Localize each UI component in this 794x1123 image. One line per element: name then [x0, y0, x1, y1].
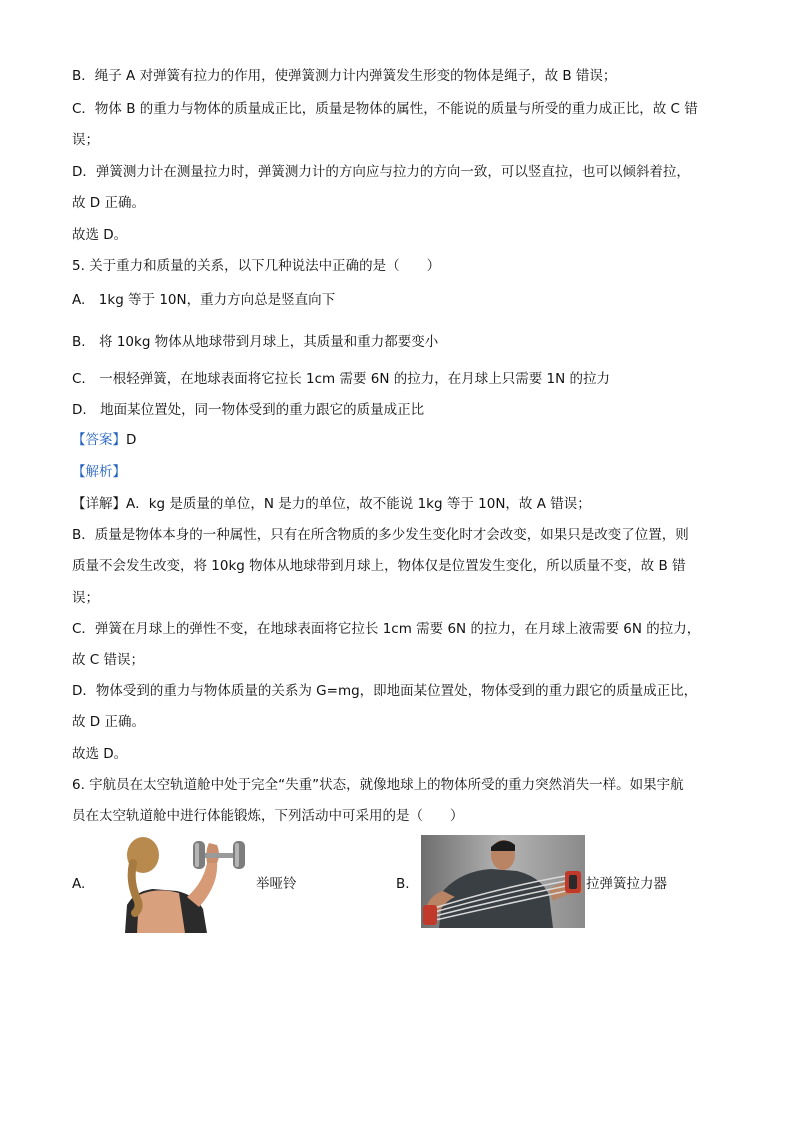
q5-option-b: B. 将 10kg 物体从地球带到月球上，其质量和重力都要变小: [72, 334, 439, 350]
q5-detail-line1: [72, 495, 591, 513]
q6-option-b-letter: B.: [396, 876, 410, 892]
q6-option-a-letter: A.: [72, 876, 86, 892]
spring-expander-photo: [421, 835, 585, 928]
q6-option-a-label: 举哑铃: [256, 876, 297, 892]
q5-option-c: C. 一根轻弹簧，在地球表面将它拉长 1cm 需要 6N 的拉力，在月球上只需要 1N 的拉力: [72, 371, 611, 387]
q5-option-d: D. 地面某位置处，同一物体受到的重力跟它的质量成正比: [72, 402, 425, 418]
q5-analysis-heading: [72, 463, 126, 481]
prev-option-d-analysis-line2: 故 D 正确。: [72, 195, 145, 211]
spring-expander-illustration: [421, 835, 585, 928]
q5-detail-line3: 质量不会发生改变，将 10kg 物体从地球带到月球上，物体仅是位置发生变化，所以质量不变，故 B 错: [72, 558, 686, 574]
answer-tag: 【答案】: [72, 432, 126, 448]
q5-answer: [72, 431, 136, 449]
q5-stem: 5. 关于重力和质量的关系，以下几种说法中正确的是（ ）: [72, 258, 441, 274]
q5-detail-line5: C．弹簧在月球上的弹性不变，在地球表面将它拉长 1cm 需要 6N 的拉力，在月球上液需要 6N 的拉力，: [72, 621, 701, 637]
q6-stem-line1: 6. 宇航员在太空轨道舱中处于完全“失重”状态，就像地球上的物体所受的重力突然消失一样。如果宇航: [72, 777, 684, 793]
detail-text: A．kg 是质量的单位，N 是力的单位，故不能说 1kg 等于 10N，故 A 错误；: [126, 496, 591, 512]
detail-tag: 【详解】: [72, 496, 126, 512]
analysis-tag: 【解析】: [72, 464, 126, 480]
q5-conclusion: 故选 D。: [72, 746, 128, 762]
q5-detail-line2: B．质量是物体本身的一种属性，只有在所含物质的多少发生变化时才会改变，如果只是改变了位置，则: [72, 527, 689, 543]
prev-option-d-analysis-line1: D．弹簧测力计在测量拉力时，弹簧测力计的方向应与拉力的方向一致，可以竖直拉，也可以倾斜着拉，: [72, 164, 690, 180]
answer-value: D: [126, 432, 137, 448]
q6-stem-line2: 员在太空轨道舱中进行体能锻炼，下列活动中可采用的是（ ）: [72, 808, 464, 824]
q5-detail-line4: 误；: [72, 590, 99, 606]
dumbbell-photo: [107, 833, 253, 933]
q6-option-b-label: 拉弹簧拉力器: [586, 876, 667, 892]
prev-option-c-analysis-line2: 误；: [72, 132, 99, 148]
q5-detail-line7: D．物体受到的重力与物体质量的关系为 G=mg，即地面某位置处，物体受到的重力跟它的质量成正比，: [72, 683, 698, 699]
q5-option-a: A. 1kg 等于 10N，重力方向总是竖直向下: [72, 292, 336, 308]
prev-conclusion: 故选 D。: [72, 227, 128, 243]
q5-detail-line6: 故 C 错误；: [72, 652, 145, 668]
q5-detail-line8: 故 D 正确。: [72, 714, 145, 730]
prev-option-b-analysis: B．绳子 A 对弹簧有拉力的作用，使弹簧测力计内弹簧发生形变的物体是绳子，故 B 错误；: [72, 68, 617, 84]
prev-option-c-analysis-line1: C．物体 B 的重力与物体的质量成正比，质量是物体的属性，不能说的质量与所受的重力成正比，故 C 错: [72, 101, 698, 117]
dumbbell-illustration: [107, 833, 253, 933]
